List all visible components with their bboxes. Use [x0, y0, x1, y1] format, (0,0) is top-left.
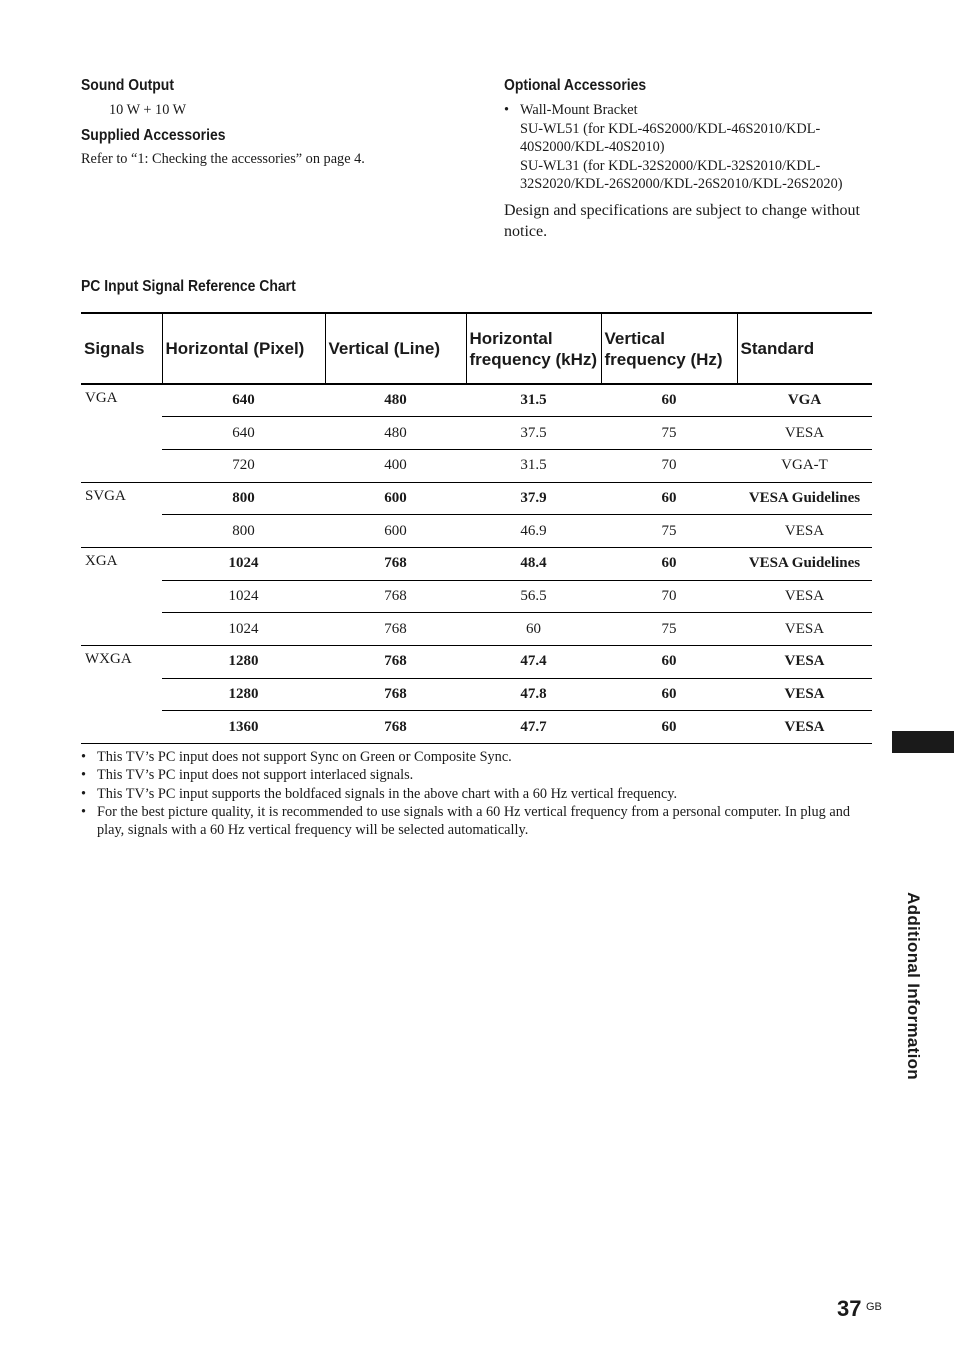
cell-horizontal-pixel: 640 [162, 417, 325, 450]
cell-vertical-frequency: 75 [601, 515, 737, 548]
table-row [81, 384, 872, 417]
cell-horizontal-pixel: 800 [162, 515, 325, 548]
cell-horizontal-frequency: 31.5 [466, 449, 601, 482]
column-header-vertical-frequency: Vertical frequency (Hz) [601, 313, 737, 384]
cell-signal: SVGA [85, 487, 126, 504]
page-number: 37 [837, 1296, 862, 1321]
cell-signal [81, 613, 162, 646]
cell-horizontal-frequency: 48.4 [466, 547, 601, 580]
note-item: • This TV’s PC input supports the boldfaced signals in the above chart with a 60 Hz vertical frequency. [81, 785, 871, 803]
optional-line: SU-WL31 (for KDL-32S2000/KDL-32S2010/KDL- [520, 157, 821, 174]
cell-vertical-line: 768 [325, 646, 466, 679]
note-item: • This TV’s PC input does not support interlaced signals. [81, 766, 871, 784]
cell-vertical-line: 400 [325, 449, 466, 482]
cell-vertical-line: 768 [325, 678, 466, 711]
cell-vertical-line: 600 [325, 515, 466, 548]
cell-horizontal-pixel: 800 [162, 482, 325, 515]
cell-vertical-frequency: 60 [601, 678, 737, 711]
cell-horizontal-frequency: 47.4 [466, 646, 601, 679]
cell-horizontal-pixel: 720 [162, 449, 325, 482]
cell-horizontal-frequency: 56.5 [466, 580, 601, 613]
table-row [81, 613, 872, 646]
optional-line: 40S2000/KDL-40S2010) [520, 139, 665, 155]
cell-standard: VESA [737, 613, 872, 646]
sound-output-value: 10 W + 10 W [109, 102, 187, 118]
cell-horizontal-frequency: 37.9 [466, 482, 601, 515]
cell-standard: VESA [737, 417, 872, 450]
table-row [81, 515, 872, 548]
cell-signal [81, 711, 162, 744]
column-header-horizontal-frequency: Horizontal frequency (kHz) [466, 313, 601, 384]
cell-vertical-line: 768 [325, 711, 466, 744]
cell-horizontal-pixel: 1024 [162, 580, 325, 613]
cell-standard: VGA [737, 384, 872, 417]
note-item: • This TV’s PC input does not support Sync on Green or Composite Sync. [81, 748, 871, 766]
pc-input-signal-table [81, 312, 872, 744]
cell-vertical-frequency: 75 [601, 417, 737, 450]
cell-signal [81, 678, 162, 711]
cell-vertical-frequency: 60 [601, 482, 737, 515]
column-header-vertical-line: Vertical (Line) [325, 313, 466, 384]
note-item: • For the best picture quality, it is recommended to use signals with a 60 Hz vertical frequency from a personal computer. In plug and play, signals with a 60 Hz vertical frequency will be selected automatically. [81, 803, 871, 840]
section-side-title-text: Additional Information [904, 892, 923, 1080]
supplied-accessories-text: Refer to “1: Checking the accessories” on page 4. [81, 151, 365, 167]
cell-standard: VESA [737, 711, 872, 744]
column-header-standard: Standard [737, 313, 872, 384]
table-row [81, 646, 872, 679]
supplied-accessories-heading: Supplied Accessories [81, 127, 226, 144]
design-note: Design and specifications are subject to change without notice. [504, 202, 860, 240]
optional-item-title: Wall-Mount Bracket [520, 102, 638, 118]
cell-vertical-line: 480 [325, 384, 466, 417]
cell-horizontal-pixel: 640 [162, 384, 325, 417]
cell-vertical-line: 768 [325, 580, 466, 613]
cell-horizontal-frequency: 47.8 [466, 678, 601, 711]
chart-heading: PC Input Signal Reference Chart [81, 278, 296, 295]
table-body [81, 384, 872, 744]
cell-horizontal-pixel: 1280 [162, 646, 325, 679]
table-row [81, 547, 872, 580]
cell-horizontal-pixel: 1360 [162, 711, 325, 744]
cell-vertical-frequency: 60 [601, 384, 737, 417]
cell-standard: VESA Guidelines [737, 482, 872, 515]
cell-horizontal-pixel: 1024 [162, 613, 325, 646]
table-row [81, 580, 872, 613]
cell-vertical-frequency: 70 [601, 449, 737, 482]
column-header-horizontal-pixel: Horizontal (Pixel) [162, 313, 325, 384]
column-header-signals: Signals [81, 313, 162, 384]
cell-vertical-frequency: 60 [601, 646, 737, 679]
cell-horizontal-frequency: 47.7 [466, 711, 601, 744]
notes-list [81, 748, 871, 839]
table-row [81, 449, 872, 482]
table-header-row [81, 313, 872, 384]
table-row [81, 678, 872, 711]
cell-vertical-frequency: 60 [601, 711, 737, 744]
section-tab-marker [892, 731, 954, 753]
table-row [81, 711, 872, 744]
cell-vertical-frequency: 70 [601, 580, 737, 613]
page-region-code: GB [866, 1301, 882, 1313]
cell-signal [81, 417, 162, 450]
cell-signal: VGA [85, 390, 118, 406]
cell-vertical-line: 480 [325, 417, 466, 450]
optional-accessories-list [504, 101, 884, 194]
cell-horizontal-frequency: 46.9 [466, 515, 601, 548]
optional-accessories-heading: Optional Accessories [504, 77, 647, 94]
cell-standard: VESA [737, 678, 872, 711]
cell-vertical-frequency: 75 [601, 613, 737, 646]
optional-line: 32S2020/KDL-26S2000/KDL-26S2010/KDL-26S2020) [520, 176, 843, 192]
cell-vertical-frequency: 60 [601, 547, 737, 580]
cell-standard: VESA [737, 580, 872, 613]
cell-vertical-line: 768 [325, 547, 466, 580]
cell-horizontal-frequency: 31.5 [466, 384, 601, 417]
cell-vertical-line: 768 [325, 613, 466, 646]
cell-vertical-line: 600 [325, 482, 466, 515]
cell-horizontal-frequency: 60 [466, 613, 601, 646]
cell-standard: VGA-T [737, 449, 872, 482]
cell-signal: WXGA [85, 651, 132, 667]
table-row [81, 417, 872, 450]
cell-signal [81, 515, 162, 548]
optional-line: SU-WL51 (for KDL-46S2000/KDL-46S2010/KDL- [520, 120, 821, 137]
cell-standard: VESA Guidelines [737, 547, 872, 580]
cell-standard: VESA [737, 515, 872, 548]
cell-signal: XGA [85, 552, 118, 569]
sound-output-heading: Sound Output [81, 77, 174, 94]
cell-horizontal-pixel: 1280 [162, 678, 325, 711]
cell-signal [81, 580, 162, 613]
cell-horizontal-frequency: 37.5 [466, 417, 601, 450]
cell-standard: VESA [737, 646, 872, 679]
cell-horizontal-pixel: 1024 [162, 547, 325, 580]
cell-signal [81, 449, 162, 482]
bullet-icon: • [504, 102, 510, 118]
table-row [81, 482, 872, 515]
